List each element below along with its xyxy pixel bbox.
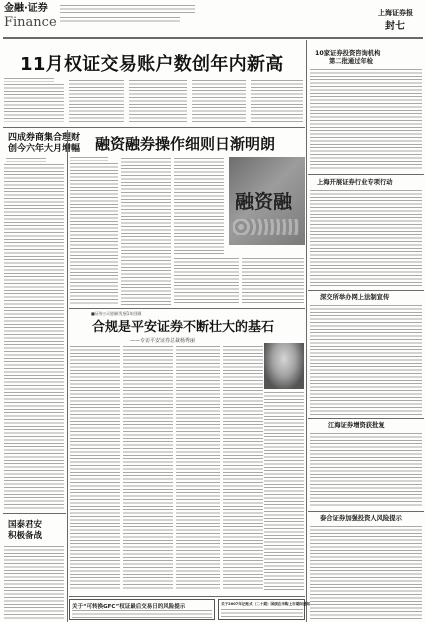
masthead-rule	[3, 37, 423, 39]
photo-overlay-text: 融资融	[235, 191, 293, 213]
right-headline-5: 泰合证券加强投资人风险提示	[320, 515, 402, 522]
left-article-body	[4, 164, 64, 510]
ping-an-portrait	[264, 343, 304, 389]
bottom-banner-left	[69, 599, 215, 620]
ping-an-col-2	[123, 346, 173, 591]
bottom-banner-left-title: 关于“可转换GFC”权证最后交易日的风险提示	[72, 604, 186, 610]
left-bottom-body	[4, 546, 64, 620]
masthead-title-en: Finance	[4, 15, 57, 30]
right-article-2-body	[310, 190, 422, 286]
masthead-info-line-2	[60, 17, 180, 23]
right-article-5-body	[310, 526, 422, 620]
right-headline-4: 江海证券增资获批复	[328, 422, 385, 429]
right-headline-2: 上海开展证券行业专项行动	[317, 179, 393, 186]
ping-an-col-1	[70, 346, 120, 591]
bottom-banner-right	[218, 599, 311, 620]
bottom-banner-right-body	[221, 609, 303, 619]
left-headline-line-1: 四成券商集合理财	[8, 133, 81, 143]
ping-an-col-4	[223, 346, 263, 591]
center-headline: 融资融券操作细则日渐明朗	[95, 135, 276, 153]
center-col-5	[242, 258, 304, 305]
right-rule-2	[308, 290, 424, 291]
ping-an-subheadline: ——专访平安证券总裁杨秀丽	[130, 338, 196, 344]
ping-an-col-3	[176, 346, 220, 591]
left-bottom-headline-2: 积极备战	[8, 531, 43, 541]
photo-coins	[233, 219, 299, 235]
masthead	[0, 0, 426, 42]
main-article-col-2	[69, 80, 124, 122]
top-section-rule	[3, 127, 305, 128]
right-headline-1a: 10家证券投资咨询机构	[315, 50, 381, 57]
center-byline	[70, 157, 108, 161]
center-section-rule	[69, 308, 305, 309]
masthead-info-line	[60, 5, 195, 15]
left-bottom-rule	[3, 513, 66, 514]
right-rule-3	[308, 418, 424, 419]
main-article-col-5	[251, 80, 303, 122]
ping-an-col-5	[264, 392, 304, 591]
main-headline: 11月权证交易账户数创年内新高	[20, 54, 284, 75]
center-col-2	[121, 158, 171, 305]
masthead-paper-name: 上海证券报	[378, 8, 413, 17]
center-col-3	[174, 158, 224, 254]
masthead-title-cn: 金融·证券	[4, 3, 48, 14]
right-article-4-body	[310, 433, 422, 507]
ping-an-headline: 合规是平安证券不断壮大的基石	[92, 320, 275, 335]
bottom-banner-right-title: 关于2007年记账式（二十期）国债在申购上市期间通知	[221, 602, 311, 606]
right-rule-1	[308, 174, 424, 175]
ping-an-kicker: ■证券公司创新发展1年回顾	[91, 311, 142, 316]
left-column-rule	[67, 130, 68, 622]
right-rule-4	[308, 511, 424, 512]
main-article-col-3	[129, 80, 187, 122]
right-headline-1b: 第二批通过年检	[329, 58, 374, 65]
center-col-4	[174, 258, 239, 305]
ping-an-bottom-rule	[69, 596, 305, 597]
right-article-1-body	[310, 69, 422, 171]
bottom-banner-left-body	[72, 610, 212, 619]
left-headline-line-2: 创今六年大月增幅	[8, 144, 81, 154]
main-article-col-1	[4, 84, 64, 122]
left-article-byline	[6, 158, 46, 162]
main-article-col-4	[192, 80, 246, 122]
right-column-rule	[306, 40, 307, 622]
left-bottom-headline-1: 国泰君安	[8, 520, 43, 530]
main-byline	[4, 78, 54, 82]
right-headline-3: 深交所举办网上法制宣传	[320, 294, 390, 301]
masthead-section-label: 封七	[385, 21, 405, 32]
right-article-3-body	[310, 305, 422, 415]
center-col-1	[70, 163, 118, 305]
financing-photo	[229, 157, 305, 245]
